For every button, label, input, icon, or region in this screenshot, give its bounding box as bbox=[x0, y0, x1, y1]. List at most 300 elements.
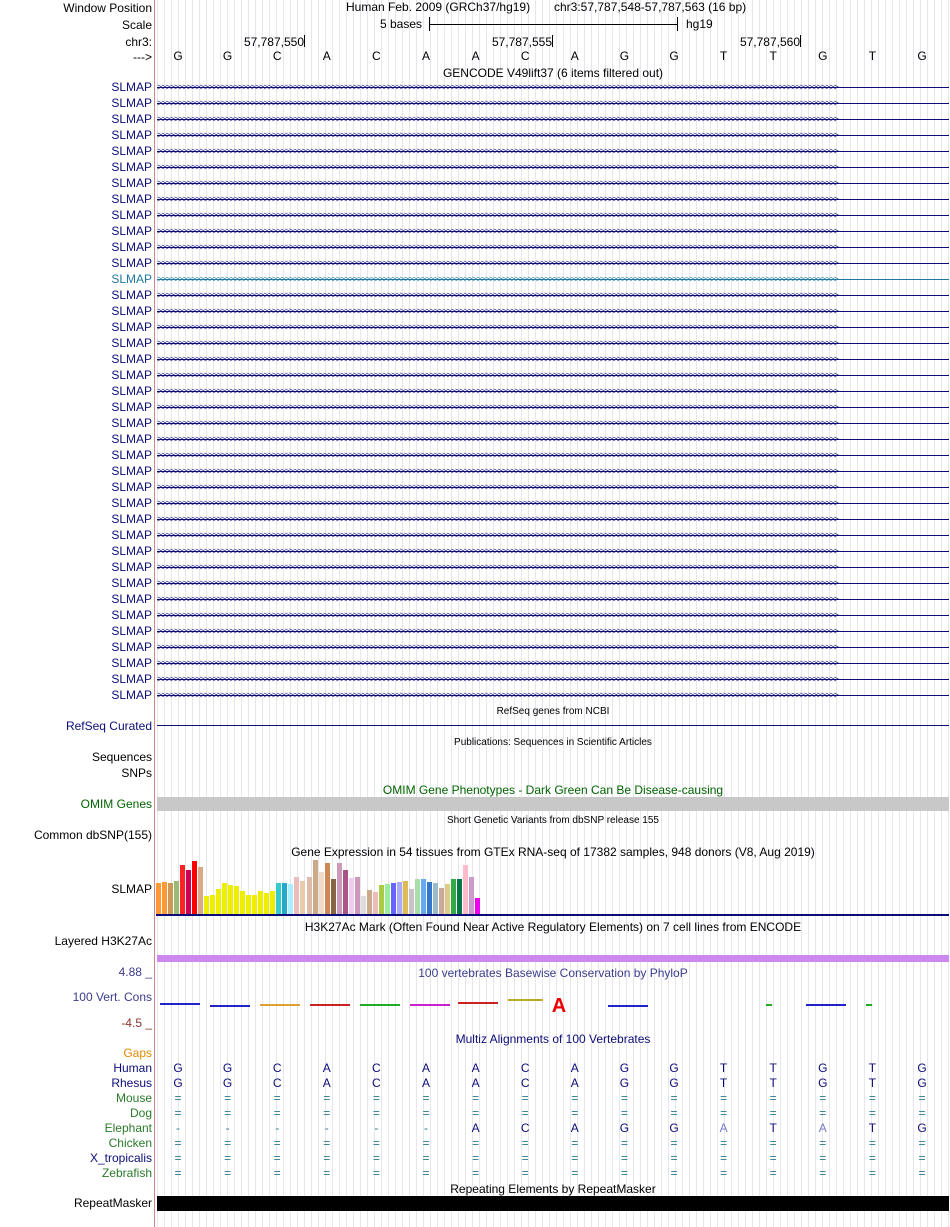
ruler-tick bbox=[552, 35, 553, 47]
gtex-tissue-bar[interactable] bbox=[210, 895, 215, 914]
multiz-base: G bbox=[173, 1076, 183, 1090]
gencode-transcript-label[interactable]: SLMAP bbox=[111, 544, 152, 558]
ruler-tick-label: 57,787,560 bbox=[739, 35, 800, 49]
base-letter: A bbox=[471, 49, 480, 63]
multiz-base: = bbox=[819, 1106, 827, 1120]
multiz-base: = bbox=[521, 1136, 529, 1150]
multiz-base: G bbox=[619, 1061, 630, 1075]
multiz-base: = bbox=[472, 1151, 480, 1165]
gtex-tissue-bar[interactable] bbox=[385, 884, 390, 914]
scale-text: 5 bases bbox=[380, 17, 423, 31]
gencode-transcript-label[interactable]: SLMAP bbox=[111, 112, 152, 126]
base-letter: A bbox=[421, 49, 430, 63]
multiz-base: = bbox=[372, 1091, 380, 1105]
base-letter: T bbox=[868, 49, 877, 63]
gencode-transcript-label[interactable]: SLMAP bbox=[111, 576, 152, 590]
multiz-base: G bbox=[619, 1076, 630, 1090]
gtex-tissue-bar[interactable] bbox=[162, 882, 167, 914]
base-letter: C bbox=[372, 49, 381, 63]
multiz-base: - bbox=[424, 1121, 428, 1135]
multiz-base: = bbox=[620, 1151, 628, 1165]
gtex-tissue-bar[interactable] bbox=[373, 892, 378, 914]
gencode-transcript-label[interactable]: SLMAP bbox=[111, 400, 152, 414]
multiz-base: = bbox=[472, 1106, 480, 1120]
multiz-base: = bbox=[868, 1106, 876, 1120]
phylop-track-title[interactable]: 100 vertebrates Basewise Conservation by PhyloP bbox=[418, 966, 688, 980]
multiz-base: A bbox=[471, 1121, 480, 1135]
multiz-track-title[interactable]: Multiz Alignments of 100 Vertebrates bbox=[455, 1032, 651, 1046]
ruler-tick-label: 57,787,555 bbox=[491, 35, 552, 49]
multiz-base: C bbox=[520, 1061, 530, 1075]
gtex-tissue-bar[interactable] bbox=[427, 882, 432, 914]
multiz-base: = bbox=[918, 1091, 926, 1105]
multiz-species-label[interactable]: X_tropicalis bbox=[89, 1151, 152, 1165]
strand-arrows: >>>>>>>>>>>>>>>>>>>>>>>>>>>>>>>>>>>>>>>>>>>>>>>>>>>>>>>>>>>>>>>>>>>>>>>>>>>>>>>>>>>>>>>>>>>>>>>>>>>>>>>>>>>>>>>>>>>>>>>>>>>>>>>>>>>>>>>>>>>>>>>>>>>>>>>>>>>>>>>> bbox=[157, 691, 838, 700]
scale-db: hg19 bbox=[686, 17, 713, 31]
assembly-title: Human Feb. 2009 (GRCh37/hg19) bbox=[346, 0, 531, 14]
gtex-bar-chart[interactable] bbox=[156, 860, 536, 914]
gtex-tissue-bar[interactable] bbox=[258, 891, 263, 914]
multiz-base: = bbox=[323, 1106, 331, 1120]
gtex-tissue-bar[interactable] bbox=[234, 886, 239, 914]
multiz-base: G bbox=[222, 1061, 233, 1075]
repeatmasker-feature[interactable] bbox=[157, 1196, 949, 1211]
phylop-ymin: -4.5 _ bbox=[121, 1016, 152, 1030]
multiz-base: = bbox=[273, 1136, 281, 1150]
gtex-tissue-bar[interactable] bbox=[361, 896, 366, 914]
gtex-tissue-bar[interactable] bbox=[367, 890, 372, 914]
omim-label[interactable]: OMIM Genes bbox=[80, 797, 152, 811]
gtex-tissue-bar[interactable] bbox=[349, 878, 354, 914]
gencode-transcript-label[interactable]: SLMAP bbox=[111, 304, 152, 318]
gencode-transcript-label[interactable]: SLMAP bbox=[111, 240, 152, 254]
strand-label: ---> bbox=[133, 50, 152, 64]
multiz-species-label[interactable]: Mouse bbox=[115, 1091, 152, 1105]
strand-arrows: >>>>>>>>>>>>>>>>>>>>>>>>>>>>>>>>>>>>>>>>>>>>>>>>>>>>>>>>>>>>>>>>>>>>>>>>>>>>>>>>>>>>>>>>>>>>>>>>>>>>>>>>>>>>>>>>>>>>>>>>>>>>>>>>>>>>>>>>>>>>>>>>>>>>>>>>>>>>>>>> bbox=[157, 531, 838, 540]
multiz-base: = bbox=[918, 1151, 926, 1165]
strand-arrows: >>>>>>>>>>>>>>>>>>>>>>>>>>>>>>>>>>>>>>>>>>>>>>>>>>>>>>>>>>>>>>>>>>>>>>>>>>>>>>>>>>>>>>>>>>>>>>>>>>>>>>>>>>>>>>>>>>>>>>>>>>>>>>>>>>>>>>>>>>>>>>>>>>>>>>>>>>>>>>>> bbox=[157, 467, 838, 476]
strand-arrows: >>>>>>>>>>>>>>>>>>>>>>>>>>>>>>>>>>>>>>>>>>>>>>>>>>>>>>>>>>>>>>>>>>>>>>>>>>>>>>>>>>>>>>>>>>>>>>>>>>>>>>>>>>>>>>>>>>>>>>>>>>>>>>>>>>>>>>>>>>>>>>>>>>>>>>>>>>>>>>>> bbox=[157, 499, 838, 508]
multiz-base: = bbox=[472, 1136, 480, 1150]
multiz-base: = bbox=[769, 1151, 777, 1165]
strand-arrows: >>>>>>>>>>>>>>>>>>>>>>>>>>>>>>>>>>>>>>>>>>>>>>>>>>>>>>>>>>>>>>>>>>>>>>>>>>>>>>>>>>>>>>>>>>>>>>>>>>>>>>>>>>>>>>>>>>>>>>>>>>>>>>>>>>>>>>>>>>>>>>>>>>>>>>>>>>>>>>>> bbox=[157, 211, 838, 220]
multiz-base: = bbox=[670, 1166, 678, 1180]
multiz-base: = bbox=[174, 1091, 182, 1105]
strand-arrows: >>>>>>>>>>>>>>>>>>>>>>>>>>>>>>>>>>>>>>>>>>>>>>>>>>>>>>>>>>>>>>>>>>>>>>>>>>>>>>>>>>>>>>>>>>>>>>>>>>>>>>>>>>>>>>>>>>>>>>>>>>>>>>>>>>>>>>>>>>>>>>>>>>>>>>>>>>>>>>>> bbox=[157, 99, 838, 108]
strand-arrows: >>>>>>>>>>>>>>>>>>>>>>>>>>>>>>>>>>>>>>>>>>>>>>>>>>>>>>>>>>>>>>>>>>>>>>>>>>>>>>>>>>>>>>>>>>>>>>>>>>>>>>>>>>>>>>>>>>>>>>>>>>>>>>>>>>>>>>>>>>>>>>>>>>>>>>>>>>>>>>>> bbox=[157, 307, 838, 316]
multiz-base: = bbox=[323, 1151, 331, 1165]
multiz-base: = bbox=[323, 1091, 331, 1105]
strand-arrows: >>>>>>>>>>>>>>>>>>>>>>>>>>>>>>>>>>>>>>>>>>>>>>>>>>>>>>>>>>>>>>>>>>>>>>>>>>>>>>>>>>>>>>>>>>>>>>>>>>>>>>>>>>>>>>>>>>>>>>>>>>>>>>>>>>>>>>>>>>>>>>>>>>>>>>>>>>>>>>>> bbox=[157, 675, 838, 684]
multiz-base: = bbox=[372, 1166, 380, 1180]
multiz-base: A bbox=[421, 1076, 430, 1090]
gtex-tissue-bar[interactable] bbox=[307, 877, 312, 914]
omim-track-title[interactable]: OMIM Gene Phenotypes - Dark Green Can Be Disease-causing bbox=[382, 783, 724, 797]
strand-arrows: >>>>>>>>>>>>>>>>>>>>>>>>>>>>>>>>>>>>>>>>>>>>>>>>>>>>>>>>>>>>>>>>>>>>>>>>>>>>>>>>>>>>>>>>>>>>>>>>>>>>>>>>>>>>>>>>>>>>>>>>>>>>>>>>>>>>>>>>>>>>>>>>>>>>>>>>>>>>>>>> bbox=[157, 419, 838, 428]
base-letter: G bbox=[818, 49, 828, 63]
multiz-base: A bbox=[322, 1076, 331, 1090]
ruler-tick bbox=[304, 35, 305, 47]
strand-arrows: >>>>>>>>>>>>>>>>>>>>>>>>>>>>>>>>>>>>>>>>>>>>>>>>>>>>>>>>>>>>>>>>>>>>>>>>>>>>>>>>>>>>>>>>>>>>>>>>>>>>>>>>>>>>>>>>>>>>>>>>>>>>>>>>>>>>>>>>>>>>>>>>>>>>>>>>>>>>>>>> bbox=[157, 595, 838, 604]
scale-label: Scale bbox=[121, 18, 152, 32]
gencode-transcript-label[interactable]: SLMAP bbox=[111, 448, 152, 462]
multiz-base: = bbox=[224, 1151, 232, 1165]
multiz-base: = bbox=[819, 1091, 827, 1105]
strand-arrows: >>>>>>>>>>>>>>>>>>>>>>>>>>>>>>>>>>>>>>>>>>>>>>>>>>>>>>>>>>>>>>>>>>>>>>>>>>>>>>>>>>>>>>>>>>>>>>>>>>>>>>>>>>>>>>>>>>>>>>>>>>>>>>>>>>>>>>>>>>>>>>>>>>>>>>>>>>>>>>>> bbox=[157, 547, 838, 556]
gtex-track-title[interactable]: Gene Expression in 54 tissues from GTEx RNA-seq of 17382 samples, 948 donors (V8, Aug 2019) bbox=[291, 845, 815, 859]
multiz-base: = bbox=[819, 1136, 827, 1150]
gencode-transcript-label[interactable]: SLMAP bbox=[111, 272, 152, 286]
label-separator bbox=[154, 0, 155, 1227]
gtex-tissue-bar[interactable] bbox=[463, 865, 468, 914]
gencode-transcript-label[interactable]: SLMAP bbox=[111, 464, 152, 478]
multiz-base: A bbox=[421, 1061, 430, 1075]
multiz-base: = bbox=[571, 1106, 579, 1120]
multiz-base: = bbox=[521, 1166, 529, 1180]
base-letter: C bbox=[272, 49, 282, 63]
refseq-track-title[interactable]: RefSeq genes from NCBI bbox=[496, 706, 610, 717]
base-letter: G bbox=[619, 49, 630, 63]
repeatmasker-label[interactable]: RepeatMasker bbox=[73, 1196, 152, 1210]
gtex-tissue-bar[interactable] bbox=[331, 879, 336, 914]
base-letter: A bbox=[570, 49, 579, 63]
strand-arrows: >>>>>>>>>>>>>>>>>>>>>>>>>>>>>>>>>>>>>>>>>>>>>>>>>>>>>>>>>>>>>>>>>>>>>>>>>>>>>>>>>>>>>>>>>>>>>>>>>>>>>>>>>>>>>>>>>>>>>>>>>>>>>>>>>>>>>>>>>>>>>>>>>>>>>>>>>>>>>>>> bbox=[157, 563, 838, 572]
multiz-species-label[interactable]: Chicken bbox=[108, 1136, 152, 1150]
multiz-base: - bbox=[275, 1121, 280, 1135]
gtex-tissue-bar[interactable] bbox=[192, 861, 197, 914]
multiz-base: A bbox=[471, 1076, 480, 1090]
multiz-base: = bbox=[769, 1091, 777, 1105]
strand-arrows: >>>>>>>>>>>>>>>>>>>>>>>>>>>>>>>>>>>>>>>>>>>>>>>>>>>>>>>>>>>>>>>>>>>>>>>>>>>>>>>>>>>>>>>>>>>>>>>>>>>>>>>>>>>>>>>>>>>>>>>>>>>>>>>>>>>>>>>>>>>>>>>>>>>>>>>>>>>>>>>> bbox=[157, 291, 838, 300]
multiz-base: G bbox=[669, 1076, 679, 1090]
multiz-base: A bbox=[322, 1061, 331, 1075]
gtex-tissue-bar[interactable] bbox=[355, 877, 360, 914]
multiz-base: = bbox=[868, 1091, 876, 1105]
multiz-base: = bbox=[521, 1151, 529, 1165]
multiz-base: G bbox=[173, 1061, 183, 1075]
gencode-transcript-label[interactable]: SLMAP bbox=[111, 656, 152, 670]
gencode-transcript-label[interactable]: SLMAP bbox=[111, 256, 152, 270]
gtex-tissue-bar[interactable] bbox=[198, 867, 203, 914]
gtex-tissue-bar[interactable] bbox=[451, 879, 456, 914]
multiz-base: C bbox=[272, 1076, 282, 1090]
gencode-transcript-label[interactable]: SLMAP bbox=[111, 320, 152, 334]
multiz-base: = bbox=[273, 1166, 281, 1180]
publications-track-title[interactable]: Publications: Sequences in Scientific Articles bbox=[454, 737, 652, 748]
gtex-tissue-bar[interactable] bbox=[300, 881, 305, 914]
strand-arrows: >>>>>>>>>>>>>>>>>>>>>>>>>>>>>>>>>>>>>>>>>>>>>>>>>>>>>>>>>>>>>>>>>>>>>>>>>>>>>>>>>>>>>>>>>>>>>>>>>>>>>>>>>>>>>>>>>>>>>>>>>>>>>>>>>>>>>>>>>>>>>>>>>>>>>>>>>>>>>>>> bbox=[157, 147, 838, 156]
gencode-transcript-label[interactable]: SLMAP bbox=[111, 176, 152, 190]
strand-arrows: >>>>>>>>>>>>>>>>>>>>>>>>>>>>>>>>>>>>>>>>>>>>>>>>>>>>>>>>>>>>>>>>>>>>>>>>>>>>>>>>>>>>>>>>>>>>>>>>>>>>>>>>>>>>>>>>>>>>>>>>>>>>>>>>>>>>>>>>>>>>>>>>>>>>>>>>>>>>>>>> bbox=[157, 83, 838, 92]
gtex-tissue-bar[interactable] bbox=[457, 879, 462, 914]
strand-arrows: >>>>>>>>>>>>>>>>>>>>>>>>>>>>>>>>>>>>>>>>>>>>>>>>>>>>>>>>>>>>>>>>>>>>>>>>>>>>>>>>>>>>>>>>>>>>>>>>>>>>>>>>>>>>>>>>>>>>>>>>>>>>>>>>>>>>>>>>>>>>>>>>>>>>>>>>>>>>>>>> bbox=[157, 643, 838, 652]
gtex-tissue-bar[interactable] bbox=[264, 893, 269, 914]
multiz-base: G bbox=[669, 1121, 679, 1135]
strand-arrows: >>>>>>>>>>>>>>>>>>>>>>>>>>>>>>>>>>>>>>>>>>>>>>>>>>>>>>>>>>>>>>>>>>>>>>>>>>>>>>>>>>>>>>>>>>>>>>>>>>>>>>>>>>>>>>>>>>>>>>>>>>>>>>>>>>>>>>>>>>>>>>>>>>>>>>>>>>>>>>>> bbox=[157, 515, 838, 524]
multiz-base: = bbox=[571, 1151, 579, 1165]
multiz-base: = bbox=[918, 1166, 926, 1180]
multiz-base: T bbox=[719, 1061, 728, 1075]
multiz-base: = bbox=[273, 1151, 281, 1165]
gencode-transcript-label[interactable]: SLMAP bbox=[111, 528, 152, 542]
multiz-base: T bbox=[769, 1061, 777, 1075]
gencode-transcript-label[interactable]: SLMAP bbox=[111, 640, 152, 654]
multiz-gaps-label[interactable]: Gaps bbox=[123, 1046, 152, 1060]
multiz-species-label[interactable]: Elephant bbox=[104, 1121, 152, 1135]
multiz-base: - bbox=[324, 1121, 329, 1135]
gtex-tissue-bar[interactable] bbox=[313, 860, 318, 914]
multiz-base: = bbox=[620, 1136, 628, 1150]
multiz-base: A bbox=[818, 1121, 827, 1135]
multiz-base: C bbox=[272, 1061, 282, 1075]
gtex-baseline bbox=[156, 914, 949, 916]
multiz-base: T bbox=[868, 1121, 877, 1135]
multiz-base: = bbox=[620, 1166, 628, 1180]
gtex-tissue-bar[interactable] bbox=[204, 896, 209, 914]
strand-arrows: >>>>>>>>>>>>>>>>>>>>>>>>>>>>>>>>>>>>>>>>>>>>>>>>>>>>>>>>>>>>>>>>>>>>>>>>>>>>>>>>>>>>>>>>>>>>>>>>>>>>>>>>>>>>>>>>>>>>>>>>>>>>>>>>>>>>>>>>>>>>>>>>>>>>>>>>>>>>>>>> bbox=[157, 339, 838, 348]
multiz-species-label[interactable]: Rhesus bbox=[111, 1076, 152, 1090]
multiz-base: = bbox=[323, 1136, 331, 1150]
multiz-base: = bbox=[868, 1151, 876, 1165]
multiz-base: = bbox=[174, 1136, 182, 1150]
gencode-transcript-label[interactable]: SLMAP bbox=[111, 592, 152, 606]
multiz-base: C bbox=[372, 1061, 381, 1075]
multiz-species-label[interactable]: Dog bbox=[129, 1106, 152, 1120]
gencode-transcript-label[interactable]: SLMAP bbox=[111, 560, 152, 574]
gencode-transcript-label[interactable]: SLMAP bbox=[111, 496, 152, 510]
gtex-tissue-bar[interactable] bbox=[445, 884, 450, 914]
multiz-base: A bbox=[570, 1061, 579, 1075]
multiz-base: = bbox=[372, 1151, 380, 1165]
multiz-base: T bbox=[868, 1061, 877, 1075]
multiz-base: = bbox=[571, 1166, 579, 1180]
gencode-transcript-label[interactable]: SLMAP bbox=[111, 384, 152, 398]
gencode-transcript-label[interactable]: SLMAP bbox=[111, 624, 152, 638]
gtex-tissue-bar[interactable] bbox=[288, 884, 293, 914]
multiz-base: = bbox=[571, 1136, 579, 1150]
gtex-tissue-bar[interactable] bbox=[270, 891, 275, 914]
gtex-label[interactable]: SLMAP bbox=[111, 882, 152, 896]
multiz-base: = bbox=[422, 1166, 430, 1180]
multiz-base: C bbox=[372, 1076, 381, 1090]
window-position-value[interactable]: chr3:57,787,548-57,787,563 (16 bp) bbox=[554, 0, 747, 14]
strand-arrows: >>>>>>>>>>>>>>>>>>>>>>>>>>>>>>>>>>>>>>>>>>>>>>>>>>>>>>>>>>>>>>>>>>>>>>>>>>>>>>>>>>>>>>>>>>>>>>>>>>>>>>>>>>>>>>>>>>>>>>>>>>>>>>>>>>>>>>>>>>>>>>>>>>>>>>>>>>>>>>>> bbox=[157, 355, 838, 364]
multiz-base: C bbox=[520, 1121, 530, 1135]
strand-arrows: >>>>>>>>>>>>>>>>>>>>>>>>>>>>>>>>>>>>>>>>>>>>>>>>>>>>>>>>>>>>>>>>>>>>>>>>>>>>>>>>>>>>>>>>>>>>>>>>>>>>>>>>>>>>>>>>>>>>>>>>>>>>>>>>>>>>>>>>>>>>>>>>>>>>>>>>>>>>>>>> bbox=[157, 611, 838, 620]
gencode-transcript-label[interactable]: SLMAP bbox=[111, 208, 152, 222]
base-letter: G bbox=[222, 49, 233, 63]
scale-bar bbox=[429, 17, 678, 31]
multiz-base: T bbox=[719, 1076, 728, 1090]
gencode-transcript-label[interactable]: SLMAP bbox=[111, 128, 152, 142]
multiz-base: = bbox=[720, 1091, 728, 1105]
base-letter: C bbox=[520, 49, 530, 63]
gtex-tissue-bar[interactable] bbox=[282, 883, 287, 914]
gtex-tissue-bar[interactable] bbox=[343, 870, 348, 914]
phylop-logo[interactable] bbox=[156, 988, 950, 1014]
gencode-transcript-label[interactable]: SLMAP bbox=[111, 432, 152, 446]
gtex-tissue-bar[interactable] bbox=[421, 879, 426, 914]
multiz-base: G bbox=[917, 1121, 927, 1135]
base-letter: G bbox=[669, 49, 679, 63]
multiz-base: = bbox=[720, 1166, 728, 1180]
gencode-transcript-label[interactable]: SLMAP bbox=[111, 480, 152, 494]
multiz-base: = bbox=[720, 1106, 728, 1120]
strand-arrows: >>>>>>>>>>>>>>>>>>>>>>>>>>>>>>>>>>>>>>>>>>>>>>>>>>>>>>>>>>>>>>>>>>>>>>>>>>>>>>>>>>>>>>>>>>>>>>>>>>>>>>>>>>>>>>>>>>>>>>>>>>>>>>>>>>>>>>>>>>>>>>>>>>>>>>>>>>>>>>>> bbox=[157, 179, 838, 188]
multiz-base: = bbox=[670, 1151, 678, 1165]
publications-label-sequences[interactable]: Sequences bbox=[91, 750, 152, 764]
multiz-base: = bbox=[174, 1151, 182, 1165]
gencode-transcript-label[interactable]: SLMAP bbox=[111, 224, 152, 238]
multiz-base: = bbox=[521, 1091, 529, 1105]
gtex-tissue-bar[interactable] bbox=[391, 883, 396, 914]
gtex-tissue-bar[interactable] bbox=[276, 883, 281, 914]
strand-arrows: >>>>>>>>>>>>>>>>>>>>>>>>>>>>>>>>>>>>>>>>>>>>>>>>>>>>>>>>>>>>>>>>>>>>>>>>>>>>>>>>>>>>>>>>>>>>>>>>>>>>>>>>>>>>>>>>>>>>>>>>>>>>>>>>>>>>>>>>>>>>>>>>>>>>>>>>>>>>>>>> bbox=[157, 627, 838, 636]
gtex-tissue-bar[interactable] bbox=[319, 872, 324, 914]
strand-arrows: >>>>>>>>>>>>>>>>>>>>>>>>>>>>>>>>>>>>>>>>>>>>>>>>>>>>>>>>>>>>>>>>>>>>>>>>>>>>>>>>>>>>>>>>>>>>>>>>>>>>>>>>>>>>>>>>>>>>>>>>>>>>>>>>>>>>>>>>>>>>>>>>>>>>>>>>>>>>>>>> bbox=[157, 451, 838, 460]
strand-arrows: >>>>>>>>>>>>>>>>>>>>>>>>>>>>>>>>>>>>>>>>>>>>>>>>>>>>>>>>>>>>>>>>>>>>>>>>>>>>>>>>>>>>>>>>>>>>>>>>>>>>>>>>>>>>>>>>>>>>>>>>>>>>>>>>>>>>>>>>>>>>>>>>>>>>>>>>>>>>>>>> bbox=[157, 195, 838, 204]
strand-arrows: >>>>>>>>>>>>>>>>>>>>>>>>>>>>>>>>>>>>>>>>>>>>>>>>>>>>>>>>>>>>>>>>>>>>>>>>>>>>>>>>>>>>>>>>>>>>>>>>>>>>>>>>>>>>>>>>>>>>>>>>>>>>>>>>>>>>>>>>>>>>>>>>>>>>>>>>>>>>>>>> bbox=[157, 115, 838, 124]
gtex-tissue-bar[interactable] bbox=[403, 881, 408, 914]
gencode-transcript-label[interactable]: SLMAP bbox=[111, 368, 152, 382]
gtex-tissue-bar[interactable] bbox=[337, 863, 342, 914]
gtex-tissue-bar[interactable] bbox=[252, 895, 257, 914]
gtex-tissue-bar[interactable] bbox=[325, 863, 330, 914]
multiz-base: G bbox=[917, 1061, 927, 1075]
gtex-tissue-bar[interactable] bbox=[156, 883, 161, 914]
phylop-label[interactable]: 100 Vert. Cons bbox=[72, 990, 152, 1004]
gtex-tissue-bar[interactable] bbox=[433, 883, 438, 914]
gencode-transcript-label[interactable]: SLMAP bbox=[111, 512, 152, 526]
base-letter: A bbox=[322, 49, 331, 63]
gtex-tissue-bar[interactable] bbox=[186, 870, 191, 914]
dbsnp-track-title[interactable]: Short Genetic Variants from dbSNP release 155 bbox=[447, 815, 659, 826]
strand-arrows: >>>>>>>>>>>>>>>>>>>>>>>>>>>>>>>>>>>>>>>>>>>>>>>>>>>>>>>>>>>>>>>>>>>>>>>>>>>>>>>>>>>>>>>>>>>>>>>>>>>>>>>>>>>>>>>>>>>>>>>>>>>>>>>>>>>>>>>>>>>>>>>>>>>>>>>>>>>>>>>> bbox=[157, 275, 838, 284]
strand-arrows: >>>>>>>>>>>>>>>>>>>>>>>>>>>>>>>>>>>>>>>>>>>>>>>>>>>>>>>>>>>>>>>>>>>>>>>>>>>>>>>>>>>>>>>>>>>>>>>>>>>>>>>>>>>>>>>>>>>>>>>>>>>>>>>>>>>>>>>>>>>>>>>>>>>>>>>>>>>>>>>> bbox=[157, 227, 838, 236]
h3k27ac-label[interactable]: Layered H3K27Ac bbox=[54, 934, 152, 948]
h3k27ac-track-title[interactable]: H3K27Ac Mark (Often Found Near Active Regulatory Elements) on 7 cell lines from ENCODE bbox=[304, 920, 802, 934]
multiz-base: - bbox=[374, 1121, 379, 1135]
gtex-tissue-bar[interactable] bbox=[397, 882, 402, 914]
window-position-label: Window Position bbox=[63, 1, 152, 15]
gtex-tissue-bar[interactable] bbox=[294, 877, 299, 914]
gtex-tissue-bar[interactable] bbox=[222, 883, 227, 914]
phylop-ymax: 4.88 _ bbox=[118, 965, 152, 979]
ruler-tick bbox=[800, 35, 801, 47]
gtex-tissue-bar[interactable] bbox=[168, 883, 173, 914]
gtex-tissue-bar[interactable] bbox=[246, 895, 251, 914]
dbsnp-label[interactable]: Common dbSNP(155) bbox=[33, 828, 152, 842]
multiz-species-label[interactable]: Zebrafish bbox=[101, 1166, 152, 1180]
gencode-transcript-label[interactable]: SLMAP bbox=[111, 160, 152, 174]
multiz-species-label[interactable]: Human bbox=[113, 1061, 152, 1075]
gencode-transcript-label[interactable]: SLMAP bbox=[111, 96, 152, 110]
multiz-base: = bbox=[769, 1136, 777, 1150]
h3k27ac-signal[interactable] bbox=[157, 955, 949, 962]
strand-arrows: >>>>>>>>>>>>>>>>>>>>>>>>>>>>>>>>>>>>>>>>>>>>>>>>>>>>>>>>>>>>>>>>>>>>>>>>>>>>>>>>>>>>>>>>>>>>>>>>>>>>>>>>>>>>>>>>>>>>>>>>>>>>>>>>>>>>>>>>>>>>>>>>>>>>>>>>>>>>>>>> bbox=[157, 659, 838, 668]
multiz-base: A bbox=[719, 1121, 728, 1135]
strand-arrows: >>>>>>>>>>>>>>>>>>>>>>>>>>>>>>>>>>>>>>>>>>>>>>>>>>>>>>>>>>>>>>>>>>>>>>>>>>>>>>>>>>>>>>>>>>>>>>>>>>>>>>>>>>>>>>>>>>>>>>>>>>>>>>>>>>>>>>>>>>>>>>>>>>>>>>>>>>>>>>>> bbox=[157, 403, 838, 412]
gtex-tissue-bar[interactable] bbox=[216, 889, 221, 914]
multiz-base: C bbox=[520, 1076, 530, 1090]
gtex-tissue-bar[interactable] bbox=[180, 865, 185, 914]
strand-arrows: >>>>>>>>>>>>>>>>>>>>>>>>>>>>>>>>>>>>>>>>>>>>>>>>>>>>>>>>>>>>>>>>>>>>>>>>>>>>>>>>>>>>>>>>>>>>>>>>>>>>>>>>>>>>>>>>>>>>>>>>>>>>>>>>>>>>>>>>>>>>>>>>>>>>>>>>>>>>>>>> bbox=[157, 243, 838, 252]
gencode-transcript-label[interactable]: SLMAP bbox=[111, 144, 152, 158]
gtex-tissue-bar[interactable] bbox=[415, 879, 420, 914]
chr-label: chr3: bbox=[125, 35, 152, 49]
multiz-base: G bbox=[222, 1076, 233, 1090]
multiz-base: = bbox=[769, 1166, 777, 1180]
refseq-label[interactable]: RefSeq Curated bbox=[65, 719, 152, 733]
strand-arrows: >>>>>>>>>>>>>>>>>>>>>>>>>>>>>>>>>>>>>>>>>>>>>>>>>>>>>>>>>>>>>>>>>>>>>>>>>>>>>>>>>>>>>>>>>>>>>>>>>>>>>>>>>>>>>>>>>>>>>>>>>>>>>>>>>>>>>>>>>>>>>>>>>>>>>>>>>>>>>>>> bbox=[157, 371, 838, 380]
strand-arrows: >>>>>>>>>>>>>>>>>>>>>>>>>>>>>>>>>>>>>>>>>>>>>>>>>>>>>>>>>>>>>>>>>>>>>>>>>>>>>>>>>>>>>>>>>>>>>>>>>>>>>>>>>>>>>>>>>>>>>>>>>>>>>>>>>>>>>>>>>>>>>>>>>>>>>>>>>>>>>>>> bbox=[157, 579, 838, 588]
multiz-base: = bbox=[372, 1106, 380, 1120]
multiz-base: G bbox=[917, 1076, 927, 1090]
multiz-base: = bbox=[521, 1106, 529, 1120]
gtex-tissue-bar[interactable] bbox=[240, 891, 245, 914]
multiz-base: G bbox=[818, 1061, 828, 1075]
repeatmasker-track-title[interactable]: Repeating Elements by RepeatMasker bbox=[450, 1182, 656, 1196]
multiz-base: T bbox=[769, 1076, 777, 1090]
multiz-base: A bbox=[471, 1061, 480, 1075]
gtex-tissue-bar[interactable] bbox=[469, 877, 474, 914]
publications-label-snps[interactable]: SNPs bbox=[121, 766, 152, 780]
gtex-tissue-bar[interactable] bbox=[379, 885, 384, 914]
strand-arrows: >>>>>>>>>>>>>>>>>>>>>>>>>>>>>>>>>>>>>>>>>>>>>>>>>>>>>>>>>>>>>>>>>>>>>>>>>>>>>>>>>>>>>>>>>>>>>>>>>>>>>>>>>>>>>>>>>>>>>>>>>>>>>>>>>>>>>>>>>>>>>>>>>>>>>>>>>>>>>>>> bbox=[157, 387, 838, 396]
gtex-tissue-bar[interactable] bbox=[409, 889, 414, 914]
multiz-base: = bbox=[819, 1166, 827, 1180]
multiz-base: = bbox=[422, 1151, 430, 1165]
multiz-base: = bbox=[472, 1091, 480, 1105]
multiz-base: = bbox=[868, 1166, 876, 1180]
gencode-transcript-label[interactable]: SLMAP bbox=[111, 80, 152, 94]
gencode-transcript-label[interactable]: SLMAP bbox=[111, 336, 152, 350]
multiz-base: = bbox=[224, 1091, 232, 1105]
gencode-transcript-label[interactable]: SLMAP bbox=[111, 192, 152, 206]
multiz-base: = bbox=[372, 1136, 380, 1150]
gencode-transcript-label[interactable]: SLMAP bbox=[111, 288, 152, 302]
gencode-transcript-label[interactable]: SLMAP bbox=[111, 688, 152, 702]
multiz-base: G bbox=[818, 1076, 828, 1090]
base-letter: T bbox=[769, 49, 777, 63]
gencode-transcript-label[interactable]: SLMAP bbox=[111, 672, 152, 686]
multiz-base: = bbox=[720, 1151, 728, 1165]
gtex-tissue-bar[interactable] bbox=[174, 881, 179, 914]
gencode-track-title[interactable]: GENCODE V49lift37 (6 items filtered out) bbox=[442, 66, 664, 80]
gencode-transcript-label[interactable]: SLMAP bbox=[111, 608, 152, 622]
base-letter: T bbox=[719, 49, 728, 63]
multiz-base: = bbox=[422, 1136, 430, 1150]
gtex-tissue-bar[interactable] bbox=[228, 885, 233, 914]
strand-arrows: >>>>>>>>>>>>>>>>>>>>>>>>>>>>>>>>>>>>>>>>>>>>>>>>>>>>>>>>>>>>>>>>>>>>>>>>>>>>>>>>>>>>>>>>>>>>>>>>>>>>>>>>>>>>>>>>>>>>>>>>>>>>>>>>>>>>>>>>>>>>>>>>>>>>>>>>>>>>>>>> bbox=[157, 163, 838, 172]
multiz-base: = bbox=[224, 1136, 232, 1150]
gencode-transcript-label[interactable]: SLMAP bbox=[111, 352, 152, 366]
multiz-base: = bbox=[422, 1106, 430, 1120]
multiz-base: = bbox=[620, 1106, 628, 1120]
multiz-base: = bbox=[224, 1106, 232, 1120]
omim-feature[interactable] bbox=[157, 797, 949, 811]
gencode-transcript-label[interactable]: SLMAP bbox=[111, 416, 152, 430]
ruler-tick-label: 57,787,550 bbox=[243, 35, 304, 49]
refseq-line[interactable] bbox=[157, 725, 949, 726]
strand-arrows: >>>>>>>>>>>>>>>>>>>>>>>>>>>>>>>>>>>>>>>>>>>>>>>>>>>>>>>>>>>>>>>>>>>>>>>>>>>>>>>>>>>>>>>>>>>>>>>>>>>>>>>>>>>>>>>>>>>>>>>>>>>>>>>>>>>>>>>>>>>>>>>>>>>>>>>>>>>>>>>> bbox=[157, 483, 838, 492]
gtex-tissue-bar[interactable] bbox=[439, 888, 444, 914]
multiz-base: - bbox=[225, 1121, 230, 1135]
multiz-base: T bbox=[868, 1076, 877, 1090]
multiz-base: = bbox=[670, 1091, 678, 1105]
gtex-tissue-bar[interactable] bbox=[475, 898, 480, 914]
multiz-base: = bbox=[273, 1106, 281, 1120]
